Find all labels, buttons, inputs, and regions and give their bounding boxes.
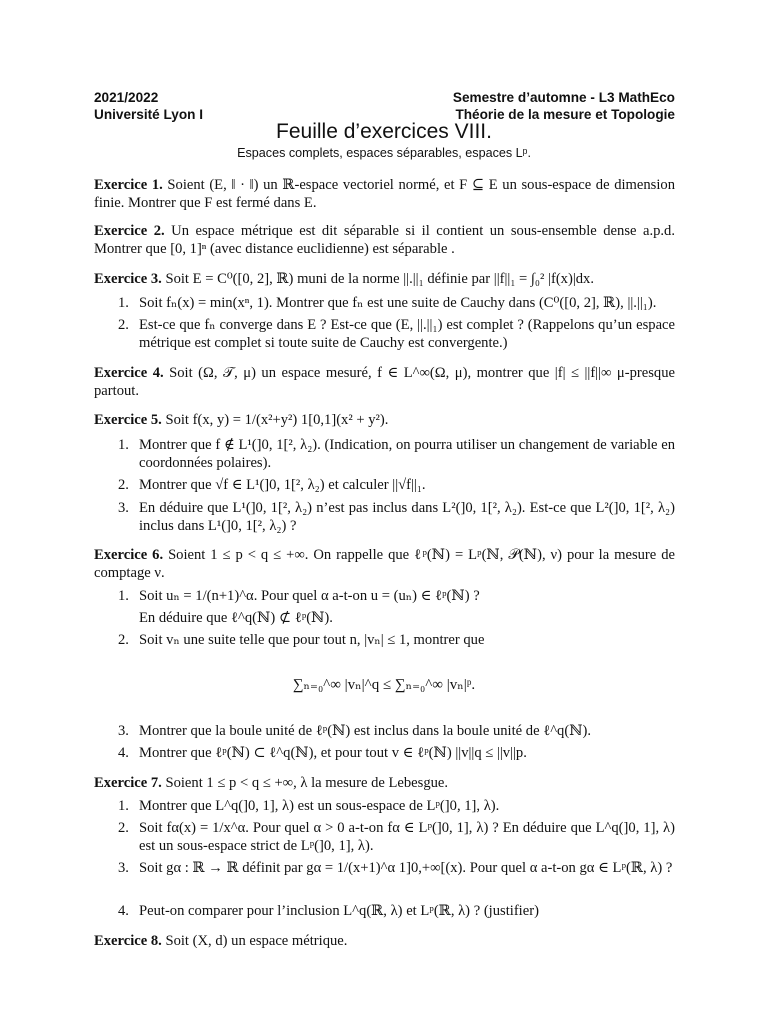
exercise-text: Soit (Ω, 𝒯, μ) un espace mesuré, f ∈ L^∞(Ω, μ), montrer que |f| ≤ ||f||∞ μ-presque partout. — [94, 365, 675, 399]
exercise-text: Soit f(x, y) = 1/(x²+y²) 1[0,1](x² + y²). — [165, 412, 389, 428]
exercise-7 — [94, 775, 675, 793]
course: Théorie de la mesure et Topologie — [455, 107, 675, 122]
exercise-text: Soit E = C⁰([0, 2], ℝ) muni de la norme ||.||₁ définie par ||f||₁ = ∫₀² |f(x)|dx. — [165, 271, 595, 287]
exercise-4 — [94, 365, 675, 400]
exercise-text: Un espace métrique est dit séparable si il contient un sous-ensemble dense a.p.d. Montrer que [0, 1]ⁿ (avec distance euclidienne) est séparable . — [94, 223, 675, 257]
page-subtitle: Espaces complets, espaces séparables, espaces Lᵖ. — [237, 146, 531, 160]
university: Université Lyon I — [94, 107, 204, 122]
exercise-text: Soient 1 ≤ p < q ≤ +∞. On rappelle que ℓᵖ(ℕ) = Lᵖ(ℕ, 𝒫(ℕ), ν) pour la mesure de comptage ν. — [94, 547, 675, 581]
item-text: En déduire que L¹(]0, 1[², λ₂) n’est pas inclus dans L²(]0, 1[², λ₂). Est-ce que L²(]0, 1[², λ₂) inclus dans L¹(]0, 1[², λ₂) ? — [139, 500, 675, 534]
item-number: 4. — [118, 745, 129, 761]
item-text: En déduire que ℓ^q(ℕ) ⊄ ℓᵖ(ℕ). — [139, 610, 333, 626]
year: 2021/2022 — [94, 90, 159, 105]
exercise-label: Exercice 4. — [94, 365, 164, 381]
exercise-text: Soient 1 ≤ p < q ≤ +∞, λ la mesure de Lebesgue. — [165, 775, 449, 791]
item-number: 2. — [118, 632, 129, 648]
item-text: Montrer que √f ∈ L¹(]0, 1[², λ₂) et calculer ||√f||₁. — [139, 477, 426, 493]
item-text: Peut-on comparer pour l’inclusion L^q(ℝ, λ) et Lᵖ(ℝ, λ) ? (justifier) — [139, 903, 539, 919]
item-text: Montrer que la boule unité de ℓᵖ(ℕ) est inclus dans la boule unité de ℓ^q(ℕ). — [139, 723, 592, 739]
item-number: 2. — [118, 477, 129, 493]
exercise-5 — [94, 412, 675, 430]
exercise-2 — [94, 223, 675, 258]
exercise-label: Exercice 1. — [94, 177, 163, 193]
exercise-text: Soient (E, ‖ · ‖) un ℝ-espace vectoriel normé, et F ⊆ E un sous-espace de dimension finie. Montrer que F est fermé dans E. — [94, 177, 675, 211]
item-text: Soit gα : ℝ → ℝ définit par gα = 1/(x+1)^α 1]0,+∞[(x). Pour quel α a-t-on gα ∈ Lᵖ(ℝ, λ) ? — [139, 860, 673, 876]
exercise-3 — [94, 271, 675, 289]
item-text: Soit fα(x) = 1/x^α. Pour quel α > 0 a-t-on fα ∈ Lᵖ(]0, 1], λ) ? En déduire que L^q(]0, 1], λ) est un sous-espace strict de Lᵖ(]0, 1], λ). — [139, 820, 675, 854]
exercise-label: Exercice 3. — [94, 271, 162, 287]
exercise-1 — [94, 177, 675, 212]
exercise-text: Soit (X, d) un espace métrique. — [165, 933, 348, 949]
item-number: 1. — [118, 798, 129, 814]
exercise-8 — [94, 933, 675, 951]
exercise-label: Exercice 6. — [94, 547, 164, 563]
semester: Semestre d’automne - L3 MathEco — [452, 90, 675, 105]
item-number: 1. — [118, 295, 129, 311]
item-number: 1. — [118, 437, 129, 453]
item-number: 4. — [118, 903, 129, 919]
item-number: 3. — [118, 500, 129, 516]
item-text: Soit fₙ(x) = min(xⁿ, 1). Montrer que fₙ est une suite de Cauchy dans (C⁰([0, 2], ℝ), ||.||₁). — [139, 295, 657, 311]
item-number: 3. — [118, 723, 129, 739]
item-text: Montrer que L^q(]0, 1], λ) est un sous-espace de Lᵖ(]0, 1], λ). — [139, 798, 500, 814]
exercise-6 — [94, 547, 675, 582]
item-number: 2. — [118, 317, 129, 333]
item-number: 1. — [118, 588, 129, 604]
item-text: Soit uₙ = 1/(n+1)^α. Pour quel α a-t-on u = (uₙ) ∈ ℓᵖ(ℕ) ? — [139, 588, 480, 604]
page-title: Feuille d’exercices VIII. — [276, 120, 492, 143]
item-text: Montrer que f ∉ L¹(]0, 1[², λ₂). (Indication, on pourra utiliser un changement de variable en coordonnées polaires). — [139, 437, 675, 471]
exercise-label: Exercice 7. — [94, 775, 162, 791]
exercise-label: Exercice 2. — [94, 223, 165, 239]
item-text: Est-ce que fₙ converge dans E ? Est-ce que (E, ||.||₁) est complet ? (Rappelons qu’un espace métrique est complet si toute suite de Cauchy est convergente.) — [139, 317, 675, 351]
exercise-label: Exercice 5. — [94, 412, 162, 428]
item-text: Montrer que ℓᵖ(ℕ) ⊂ ℓ^q(ℕ), et pour tout v ∈ ℓᵖ(ℕ) ||v||q ≤ ||v||p. — [139, 745, 527, 761]
display-formula: ∑ₙ₌₀^∞ |vₙ|^q ≤ ∑ₙ₌₀^∞ |vₙ|ᵖ. — [292, 677, 476, 693]
item-number: 2. — [118, 820, 129, 836]
exercise-label: Exercice 8. — [94, 933, 162, 949]
item-number: 3. — [118, 860, 129, 876]
item-text: Soit vₙ une suite telle que pour tout n, |vₙ| ≤ 1, montrer que — [139, 632, 485, 648]
